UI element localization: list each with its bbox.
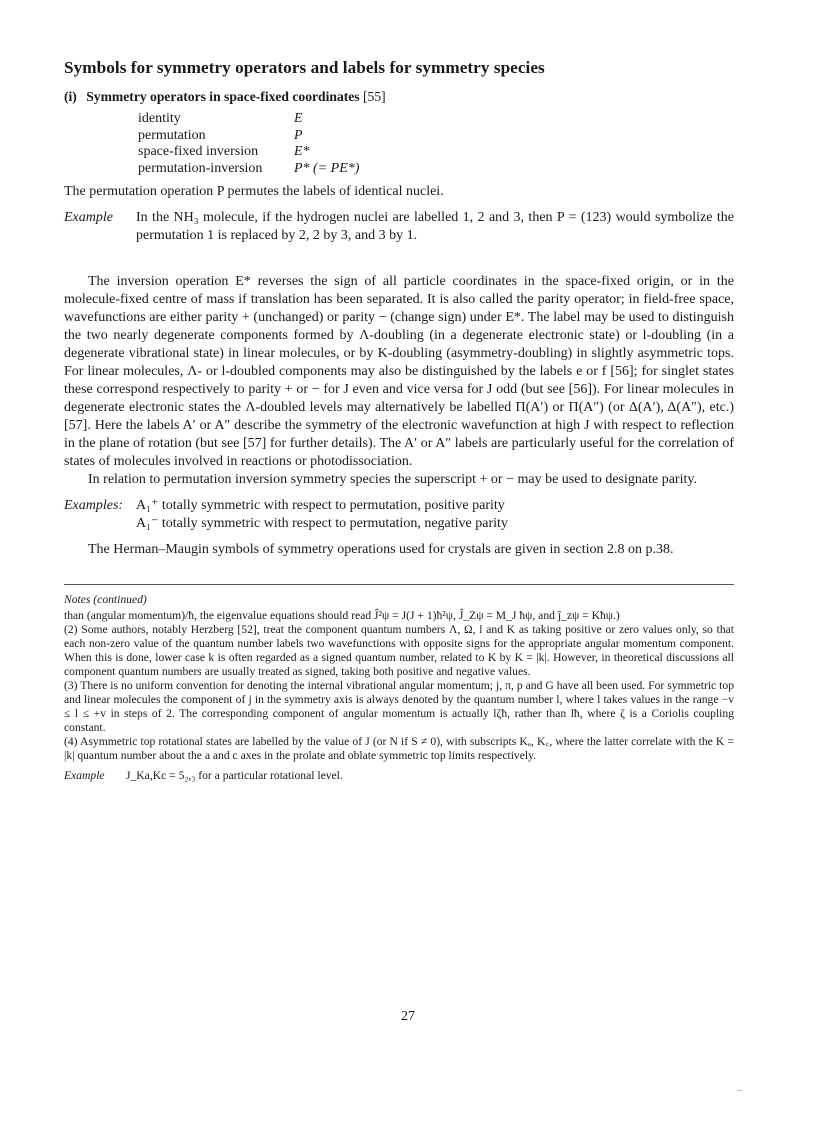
operator-name: permutation <box>138 127 206 143</box>
example-item: A₁⁻ totally symmetric with respect to permutation, negative parity <box>136 516 508 531</box>
section-heading: Symbols for symmetry operators and labels for symmetry species <box>64 58 545 77</box>
example-block <box>64 209 734 245</box>
example-text: J_Ka,Kc = 5₂,₃ for a particular rotational level. <box>126 769 343 782</box>
subsection-number: (i) <box>64 89 77 104</box>
note-item: than (angular momentum)/ħ, the eigenvalue equations should read Ĵ²ψ = J(J + 1)ħ²ψ, Ĵ_Zψ = M_J ħψ, and ĵ_zψ = Kħψ.) <box>64 609 620 622</box>
page-number: 27 <box>401 1009 415 1024</box>
table-row <box>138 128 359 145</box>
notes-divider <box>64 584 734 585</box>
example-text: In the NH₃ molecule, if the hydrogen nuclei are labelled 1, 2 and 3, then P = (123) would symbolize the permutation 1 is replaced by 2, 2 by 3, and 3 by 1. <box>136 210 734 243</box>
operators-table <box>138 111 359 177</box>
parity-examples <box>64 497 734 533</box>
operator-symbol: P* (= PE*) <box>294 160 360 176</box>
herman-paragraph: The Herman–Maugin symbols of symmetry operations used for crystals are given in section 2.8 on p.38. <box>88 542 674 557</box>
examples-label: Examples: <box>64 498 124 513</box>
subsection-ref: [55] <box>363 89 386 104</box>
operator-symbol: P <box>294 127 303 143</box>
table-row <box>138 161 359 178</box>
note-item: (3) There is no uniform convention for denoting the internal vibrational angular momentum; j, π, p and G have all been used. For symmetric top and linear molecules the component of j in the symmetry axis is always denoted by the quantum number l, where l takes values in the range −v ≤ l ≤ +v in steps of 2. The corresponding component of angular momentum is actually lζħ, rather than lħ, where ζ is a Coriolis coupling constant. <box>64 679 734 734</box>
note-item: (2) Some authors, notably Herzberg [52], treat the component quantum numbers Λ, Ω, l and K as taking positive or zero values only, so that each non-zero value of the quantum number labels two wavefunctions with opposite signs for the appropriate angular momentum component. When this is done, lower case k is often regarded as a signed quantum number, related to K by K = |k|. However, in theoretical discussions all component quantum numbers are usually treated as signed, taking both positive and negative values. <box>64 623 734 678</box>
subsection-title: Symmetry operators in space-fixed coordinates <box>86 89 360 104</box>
permutation-paragraph: The permutation operation P permutes the labels of identical nuclei. <box>64 184 444 199</box>
operator-name: permutation-inversion <box>138 160 263 176</box>
list-item <box>64 515 734 533</box>
table-row <box>138 144 359 161</box>
operator-symbol: E* <box>294 144 310 159</box>
note-item: (4) Asymmetric top rotational states are labelled by the value of J (or N if S ≠ 0), with subscripts Kₐ, K꜀, where the latter correlate with the K = |k| quantum number about the a and c axes in the prolate and oblate symmetric top limits respectively. <box>64 735 734 762</box>
operator-name: identity <box>138 111 181 126</box>
operator-name: space-fixed inversion <box>138 144 259 159</box>
operator-symbol: E <box>294 111 303 126</box>
example-label: Example <box>64 769 105 782</box>
table-row <box>138 111 359 128</box>
notes-example <box>64 769 734 783</box>
example-item: A₁⁺ totally symmetric with respect to permutation, positive parity <box>136 498 505 513</box>
scan-mark <box>737 1090 742 1091</box>
notes-heading: Notes (continued) <box>64 593 147 606</box>
list-item <box>64 497 734 515</box>
inversion-paragraph: The inversion operation E* reverses the sign of all particle coordinates in the space-fixed origin, or in the molecule-fixed centre of mass if translation has been separated. It is also called the parity operator; in field-free space, wavefunctions are either parity + (unchanged) or parity − (change sign) under E*. The label may be used to distinguish the two nearly degenerate components formed by Λ-doubling (in a degenerate electronic state) or l-doubling (in a degenerate vibrational state) in linear molecules, or by K-doubling (asymmetry-doubling) in slightly asymmetric tops. For linear molecules, Λ- or l-doubled components may also be distinguished by the labels e or f [56]; for singlet states these correspond respectively to parity + or − for J even and vice versa for J odd (but see [56]). For linear molecules in degenerate electronic states the Λ-doubled levels may alternatively be labelled Π(A′) or Π(A″) (or Δ(A′), Δ(A″), etc.) [57]. Here the labels A′ or A″ describe the symmetry of the electronic wavefunction at high J with respect to reflection in the plane of rotation (but see [57] for further details). The A′ or A″ labels are particularly useful for the correlation of states of molecules involved in reactions or photodissociation. <box>64 274 734 469</box>
relation-paragraph: In relation to permutation inversion symmetry species the superscript + or − may be used to designate parity. <box>88 472 697 487</box>
page-content <box>64 58 734 783</box>
example-label: Example <box>64 210 113 225</box>
subsection-heading <box>64 89 734 105</box>
notes-section <box>64 593 734 783</box>
